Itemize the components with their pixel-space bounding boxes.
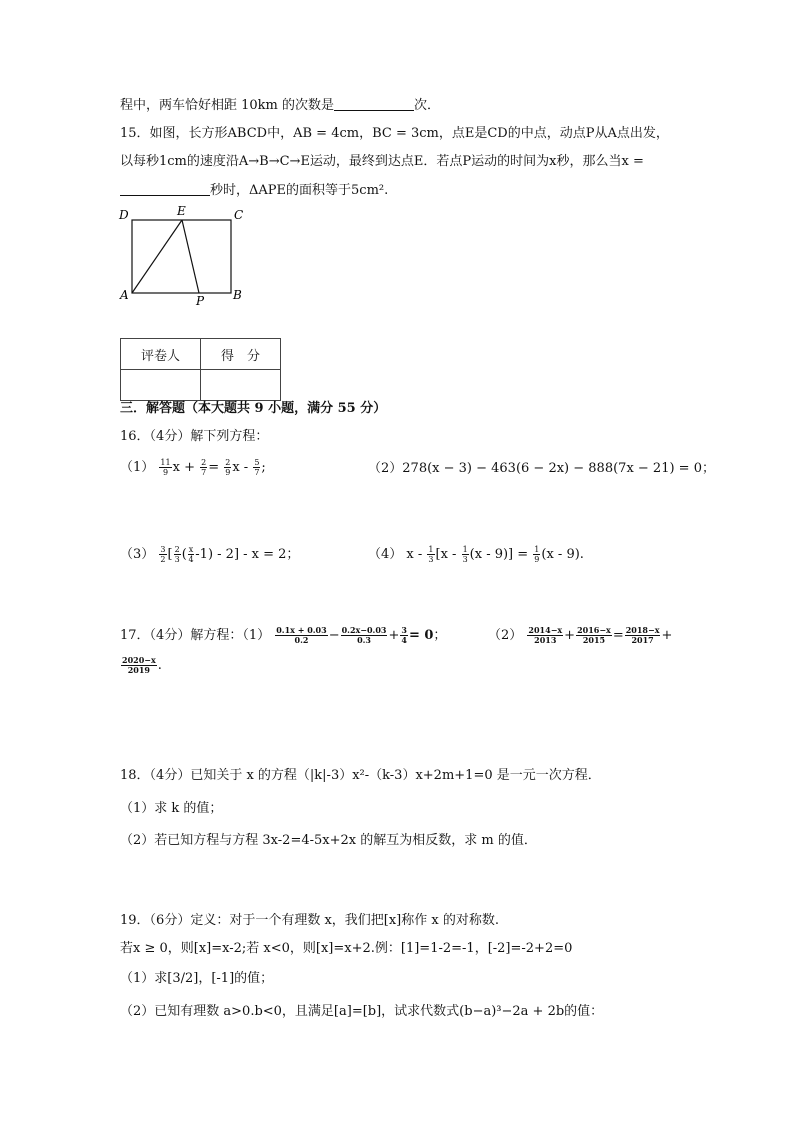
grader-header: 评卷人 xyxy=(121,339,201,370)
q14-end: 次． xyxy=(414,98,441,113)
score-cell[interactable] xyxy=(201,370,281,401)
q15-answer-blank[interactable] xyxy=(120,181,210,196)
q15-line3 xyxy=(120,181,388,200)
label-P: P xyxy=(196,294,205,308)
q16-p4-label: （4） xyxy=(368,547,403,562)
q18-part1: （1）求 k 的值； xyxy=(120,801,223,816)
q19-line2: 若x ≥ 0，则[x]=x-2;若 x<0，则[x]=x+2.例：[1]=1-2=-1，[-2]=-2+2=0 xyxy=(120,941,573,956)
q19-part2: （2）已知有理数 a>0.b<0，且满足[a]=[b]，试求代数式(b−a)³−2a + 2b的值： xyxy=(120,1004,604,1019)
section-3-heading: 三．解答题（本大题共 9 小题，满分 55 分） xyxy=(120,401,387,416)
q14-answer-blank[interactable] xyxy=(334,96,414,111)
label-B: B xyxy=(233,288,242,302)
label-E: E xyxy=(177,204,186,218)
label-A: A xyxy=(120,288,129,302)
q17-tail: $\frac{2020-x}{2019}$ . xyxy=(122,655,162,675)
q18-part2: （2）若已知方程与方程 3x-2=4-5x+2x 的解互为相反数，求 m 的值． xyxy=(120,833,537,848)
q15-line1: 15．如图，长方形ABCD中，AB = 4cm，BC = 3cm，点E是CD的中点，动点P从A点出发， xyxy=(120,126,669,141)
q16-part2: （2）278(x − 3) − 463(6 − 2x) − 888(7x − 21) = 0； xyxy=(368,461,715,476)
q17-part2: （2） $\frac{2014-x}{2013}$ + $\frac{2016-x}{2015}$ = $\frac{2018-x}{2017}$ + xyxy=(488,625,673,645)
q17-line: 17．（4分）解方程：（1） $\frac{0.1x + 0.03}{0.2}$ − $\frac{0.2x-0.03}{0.3}$ + $\frac{3}{4}$ = 0； xyxy=(120,625,447,645)
label-D: D xyxy=(119,208,129,222)
q15-line3-text: 秒时，ΔAPE的面积等于5cm². xyxy=(210,183,389,198)
q15-line2: 以每秒1cm的速度沿A→B→C→E运动，最终到达点E．若点P运动的时间为x秒，那么当x = xyxy=(120,154,644,169)
score-table xyxy=(120,338,281,401)
q17-p2-label: （2） xyxy=(488,628,523,643)
q17-title: 17．（4分）解方程：（1） xyxy=(120,628,271,643)
q16-title: 16．（4分）解下列方程： xyxy=(120,429,269,444)
label-C: C xyxy=(234,208,244,222)
score-header: 得 分 xyxy=(201,339,281,370)
q16-part1: （1） $\frac{11}{9}$ x + $\frac{2}{7}$ = $\frac{2}{9}$ x - $\frac{5}{7}$ ; xyxy=(120,458,266,477)
q16-p1-label: （1） xyxy=(120,460,155,475)
rectangle-figure xyxy=(115,202,255,310)
q14-tail xyxy=(120,96,440,115)
q19-part1: （1）求[3/2]，[-1]的值； xyxy=(120,971,274,986)
q19-line1: 19．（6分）定义：对于一个有理数 x，我们把[x]称作 x 的对称数. xyxy=(120,913,499,928)
grader-cell[interactable] xyxy=(121,370,201,401)
q16-part3: （3） $\frac{3}{2}$ [ $\frac{2}{3}$ ( $\frac{x}{4}$ -1) - 2] - x = 2； xyxy=(120,545,300,564)
q16-part4: （4） x - $\frac{1}{3}$ [x - $\frac{1}{3}$ (x - 9)] = $\frac{1}{9}$ (x - 9). xyxy=(368,545,584,564)
q14-text: 程中，两车恰好相距 10km 的次数是 xyxy=(120,98,335,113)
q18-title: 18．（4分）已知关于 x 的方程（|k|-3）x²-（k-3）x+2m+1=0 是一元一次方程． xyxy=(120,768,601,783)
q16-p3-label: （3） xyxy=(120,547,155,562)
